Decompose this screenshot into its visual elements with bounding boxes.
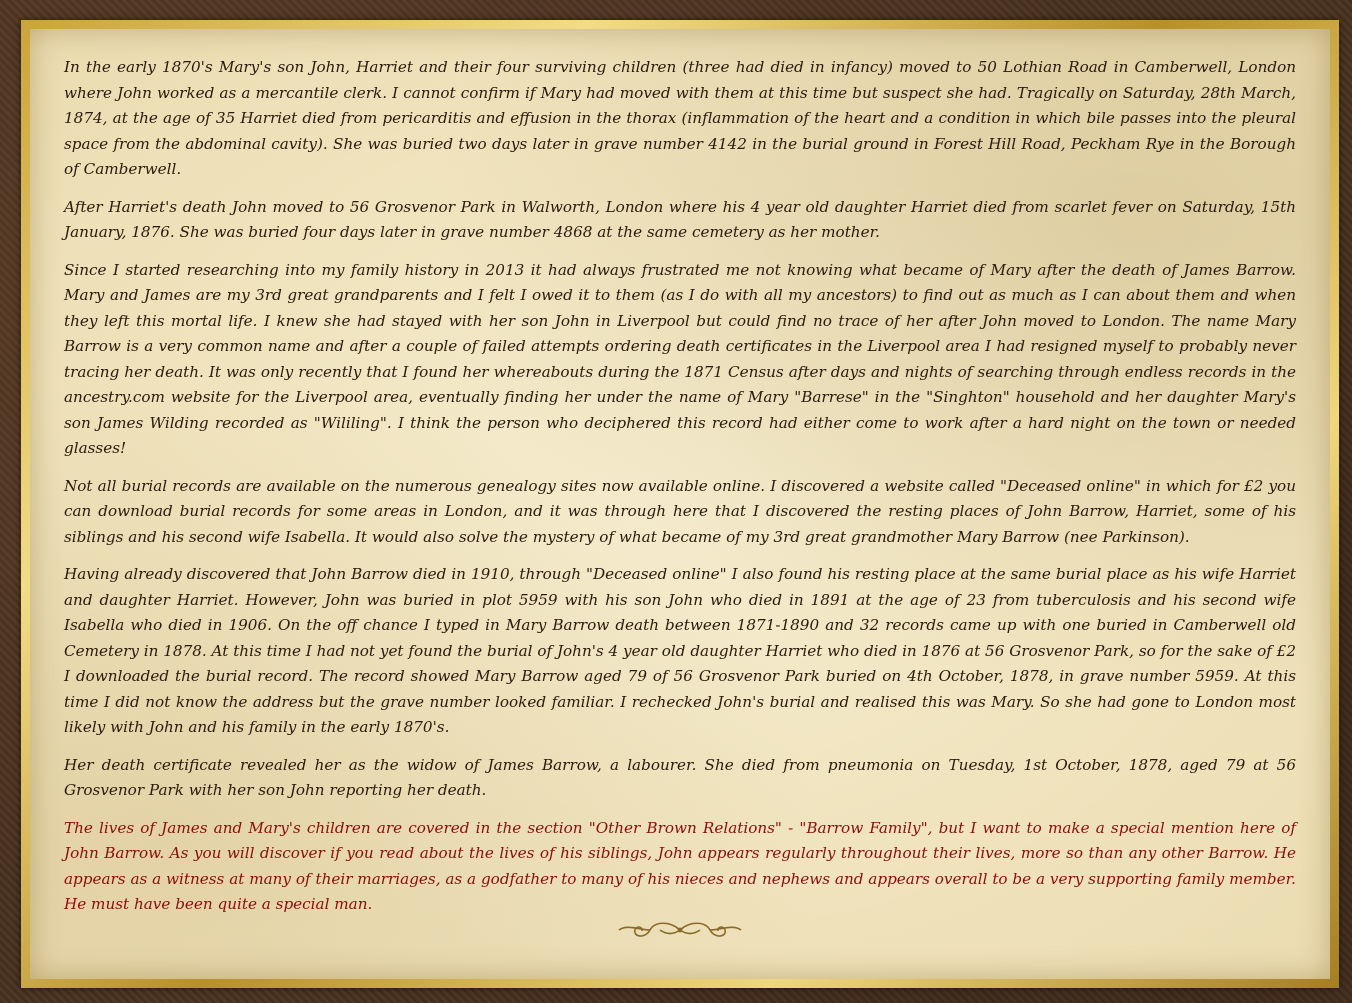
paragraph-6: Her death certificate revealed her as the widow of James Barrow, a labourer. She died from pneumonia on Tuesday, 1st October, 1878, aged 79 at 56 Grosvenor Park with her son John reporting her death. [64, 755, 1296, 799]
paragraph-5: Having already discovered that John Barrow died in 1910, through "Deceased online" I also found his resting place at the same burial place as his wife Harriet and daughter Harriet. However, John was buried in plot 5959 with his son John who died in 1891 at the age of 23 from tuberculosis and his second wife Isabella who died in 1906. On the off chance I typed in Mary Barrow death between 1871-1890 and 32 records came up with one buried in Camberwell old Cemetery in 1878. At this time I had not yet found the burial of John's 4 year old daughter Harriet who died in 1876 at 56 Grosvenor Park, so for the sake of £2 I downloaded the burial record. The record showed Mary Barrow aged 79 of 56 Grosvenor Park buried on 4th October, 1878, in grave number 5959. At this time I did not know the address but the grave number looked familiar. I rechecked John's burial and realised this was Mary. So she had gone to London most likely with John and his family in the early 1870's. [64, 565, 1296, 736]
paragraph-1: In the early 1870's Mary's son John, Harriet and their four surviving children (three had died in infancy) moved to 50 Lothian Road in Camberwell, London where John worked as a mercantile clerk. I cannot confirm if Mary had moved with them at this time but suspect she had. Tragically on Saturday, 28th March, 1874, at the age of 35 Harriet died from pericarditis and effusion in the thorax (inflammation of the heart and a condition in which bile passes into the pleural space from the abdominal cavity). She was buried two days later in grave number 4142 in the burial ground in Forest Hill Road, Peckham Rye in the Borough of Camberwell. [64, 58, 1296, 178]
scroll-flourish-icon [615, 919, 745, 941]
parchment-page [30, 29, 1330, 979]
paragraph-2: After Harriet's death John moved to 56 Grosvenor Park in Walworth, London where his 4 year old daughter Harriet died from scarlet fever on Saturday, 15th January, 1876. She was buried four days later in grave number 4868 at the same cemetery as her mother. [64, 197, 1296, 241]
gold-frame [21, 20, 1339, 988]
paragraph-3: Since I started researching into my family history in 2013 it had always frustrated me not knowing what became of Mary after the death of James Barrow. Mary and James are my 3rd great grandparents and I felt I owed it to them (as I do with all my ancestors) to find out as much as I can about them and when they left this mortal life. I knew she had stayed with her son John in Liverpool but could find no trace of her after John moved to London. The name Mary Barrow is a very common name and after a couple of failed attempts ordering death certificates in the Liverpool area I had resigned myself to probably never tracing her death. It was only recently that I found her whereabouts during the 1871 Census after days and nights of searching through endless records in the ancestry.com website for the Liverpool area, eventually finding her under the name of Mary "Barrese" in the "Singhton" household and her daughter Mary's son James Wilding recorded as "Wililing". I think the person who deciphered this record had either come to work after a hard night on the town or needed glasses! [64, 260, 1296, 457]
highlight-paragraph: The lives of James and Mary's children are covered in the section "Other Brown Relations" - "Barrow Family", but I want to make a special mention here of John Barrow. As you will discover if you read about the lives of his siblings, John appears regularly throughout their lives, more so than any other Barrow. He appears as a witness at many of their marriages, as a godfather to many of his nieces and nephews and appears overall to be a very supporting family member. He must have been quite a special man. [64, 818, 1296, 913]
paragraph-4: Not all burial records are available on the numerous genealogy sites now available online. I discovered a website called "Deceased online" in which for £2 you can download burial records for some areas in London, and it was through here that I discovered the resting places of John Barrow, Harriet, some of his siblings and his second wife Isabella. It would also solve the mystery of what became of my 3rd great grandmother Mary Barrow (nee Parkinson). [64, 476, 1296, 546]
